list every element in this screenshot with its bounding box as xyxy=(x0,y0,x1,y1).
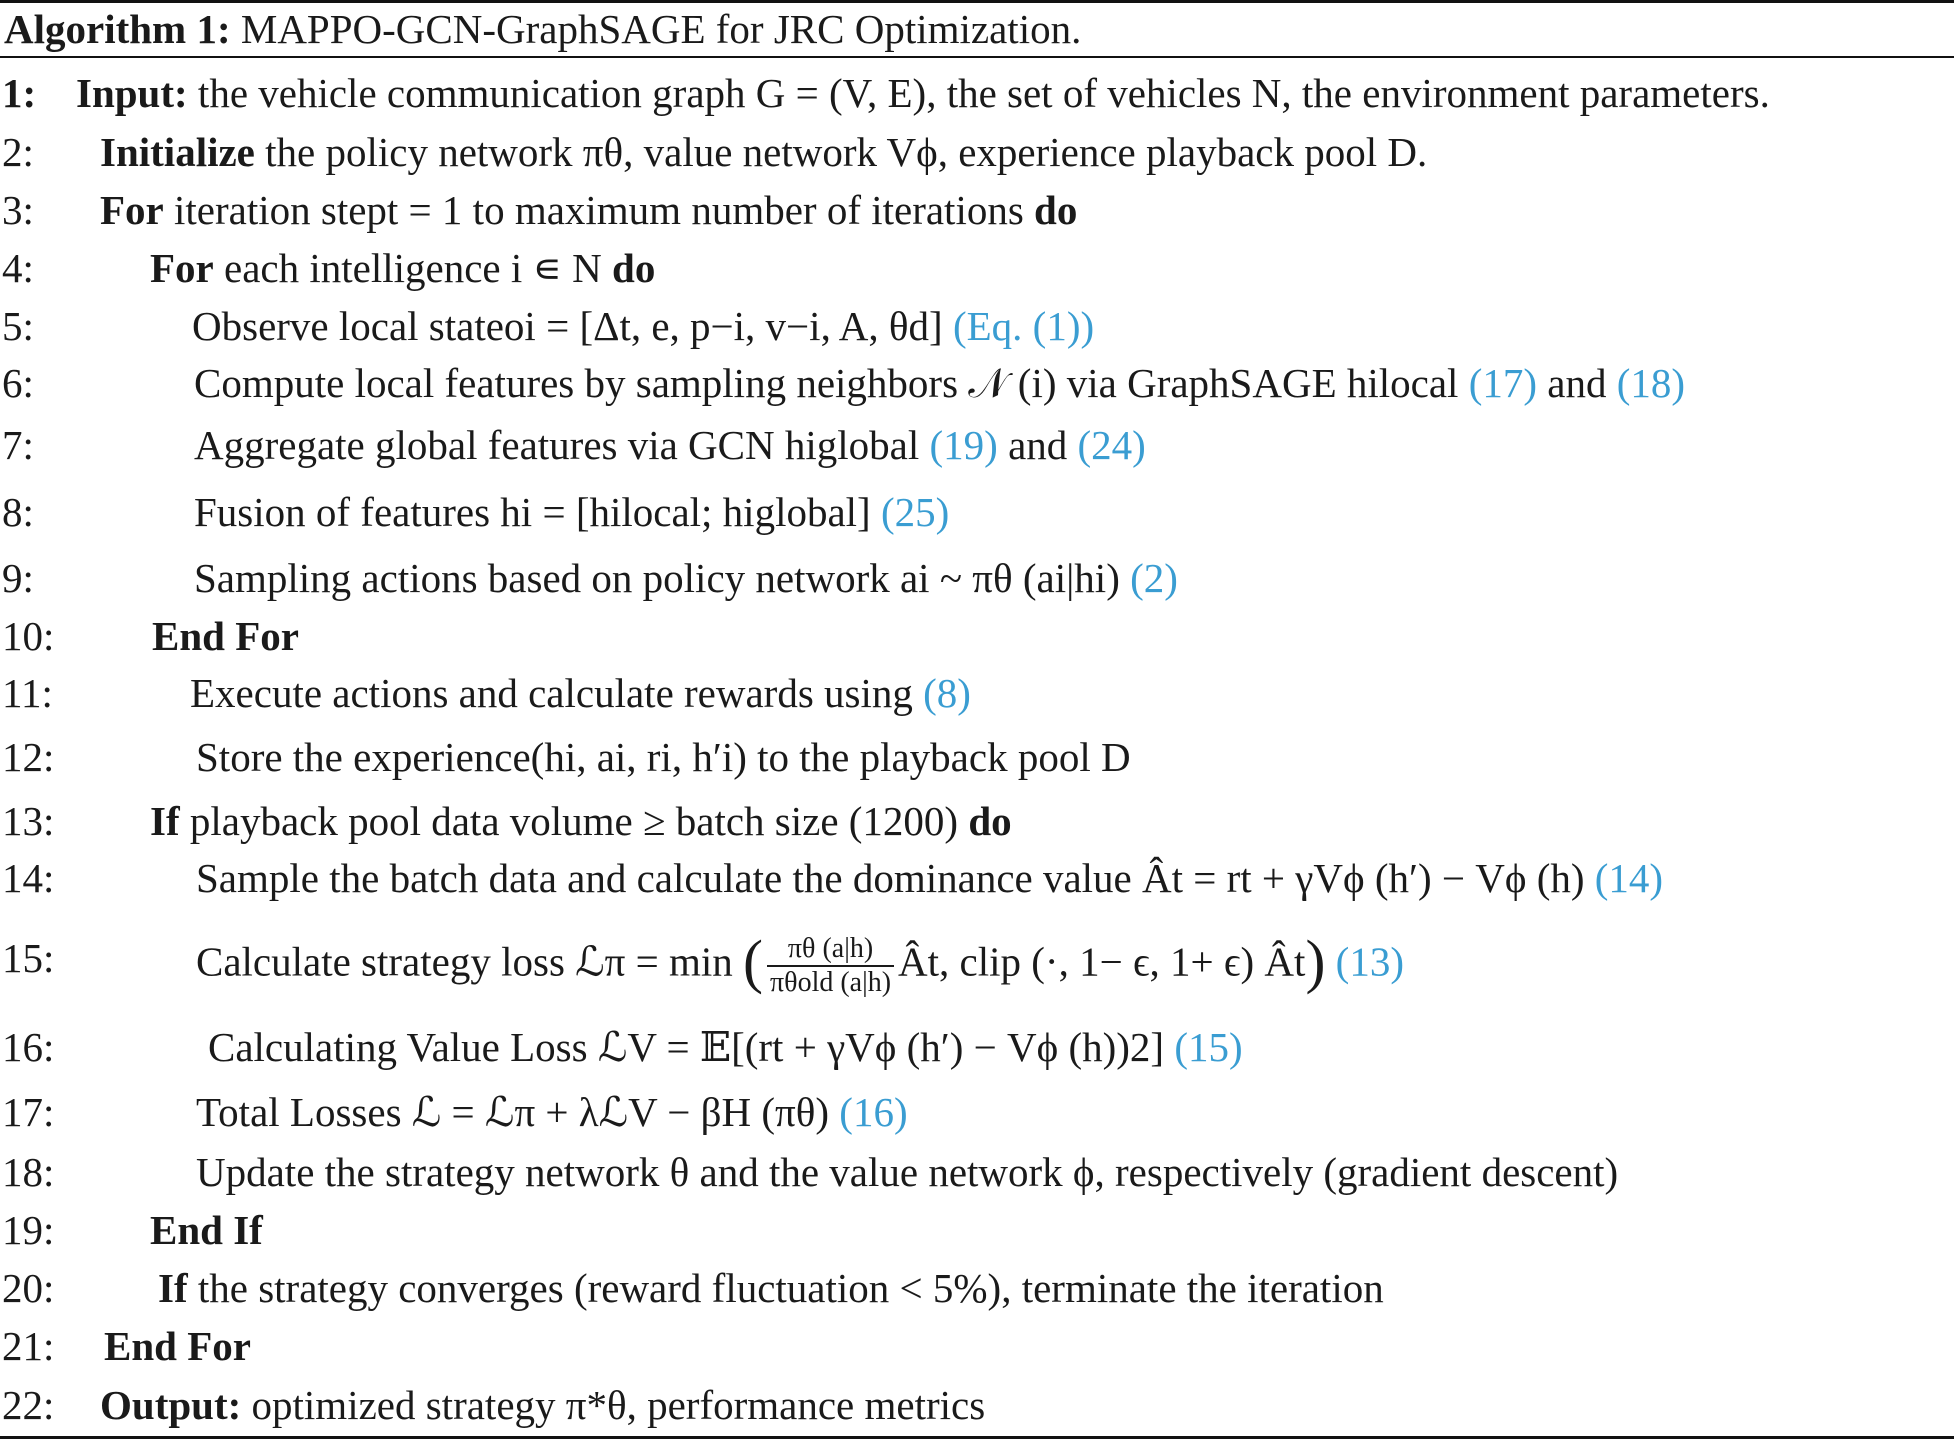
ratio-fraction xyxy=(767,933,894,999)
line-text: Observe local stateoi = [Δt, e, p−i, v−i, A, θd] xyxy=(192,303,943,349)
line-text: Calculate strategy loss ℒπ = min xyxy=(196,938,733,985)
line-content xyxy=(192,301,1094,351)
keyword-initialize: Initialize xyxy=(100,129,255,175)
line-text: Aggregate global features via GCN higlobal xyxy=(194,422,920,468)
line-number: 7: xyxy=(2,422,34,468)
line-text: the vehicle communication graph G = (V, E), the set of vehicles N, the environment parameters. xyxy=(197,70,1770,116)
line-content xyxy=(190,668,971,718)
line-text: Calculating Value Loss ℒV = 𝔼[(rt + γVϕ (h′) − Vϕ (h))2] xyxy=(208,1024,1165,1070)
line-text: iteration stept = 1 to maximum number of iterations xyxy=(174,187,1024,233)
line-content xyxy=(196,1087,908,1137)
line-number: 18: xyxy=(2,1149,55,1195)
line-content xyxy=(196,732,1131,782)
keyword-end-for: End For xyxy=(152,613,299,659)
line-number: 15: xyxy=(2,935,55,981)
line-number: 17: xyxy=(2,1089,55,1135)
keyword-end-if: End If xyxy=(150,1207,263,1253)
keyword-if: If xyxy=(150,798,180,844)
equation-reference-link[interactable]: (19) xyxy=(929,422,998,468)
keyword-output: Output: xyxy=(100,1382,242,1428)
line-text: Sampling actions based on policy network ai ~ πθ (ai|hi) xyxy=(194,555,1120,601)
line-content xyxy=(158,1263,1384,1313)
line-content xyxy=(100,127,1427,177)
line-number: 14: xyxy=(2,855,55,901)
line-number: 2: xyxy=(2,129,34,175)
line-text: the strategy converges (reward fluctuation < 5%), terminate the iteration xyxy=(197,1265,1384,1311)
keyword-if: If xyxy=(158,1265,188,1311)
equation-reference-link[interactable]: (Eq. (1)) xyxy=(952,303,1095,349)
equation-reference-link[interactable]: (2) xyxy=(1130,555,1178,601)
algorithm-caption xyxy=(4,4,1081,54)
line-text: Compute local features by sampling neighbors 𝒩 (i) via GraphSAGE hilocal xyxy=(194,360,1459,406)
line-number: 22: xyxy=(2,1382,55,1428)
equation-reference-link[interactable]: (14) xyxy=(1594,855,1664,901)
line-number: 1: xyxy=(2,70,37,116)
fraction-denominator: πθold (a|h) xyxy=(770,967,892,998)
equation-reference-link[interactable]: (15) xyxy=(1174,1024,1243,1070)
line-content xyxy=(196,853,1663,903)
equation-reference-link[interactable]: (8) xyxy=(923,670,971,716)
line-content xyxy=(150,243,655,293)
line-text: Fusion of features hi = [hilocal; higlobal] xyxy=(194,489,871,535)
line-content xyxy=(194,487,949,537)
line-content xyxy=(194,358,1685,408)
line-number: 4: xyxy=(2,245,34,291)
open-paren: ( xyxy=(743,928,764,995)
line-text: Ât, clip (·, 1− ϵ, 1+ ϵ) Ât xyxy=(898,938,1306,985)
line-text-joiner: and xyxy=(1008,422,1068,468)
line-content xyxy=(196,1147,1618,1197)
keyword-do: do xyxy=(612,245,656,291)
caption-title: MAPPO-GCN-GraphSAGE for JRC Optimization. xyxy=(240,6,1082,52)
line-number: 6: xyxy=(2,360,34,406)
line-number: 5: xyxy=(2,303,34,349)
line-content xyxy=(100,1380,985,1430)
line-content xyxy=(76,68,1770,118)
line-number: 16: xyxy=(2,1024,55,1070)
fraction-numerator: πθ (a|h) xyxy=(767,933,894,967)
equation-reference-link[interactable]: (13) xyxy=(1335,938,1404,985)
line-text: Total Losses ℒ = ℒπ + λℒV − βH (πθ) xyxy=(196,1089,830,1135)
line-text: the policy network πθ, value network Vϕ, experience playback pool D. xyxy=(265,129,1428,175)
close-paren: ) xyxy=(1305,928,1326,995)
line-content xyxy=(150,796,1012,846)
line-number: 9: xyxy=(2,555,34,601)
line-text: Store the experience(hi, ai, ri, h′i) to the playback pool D xyxy=(196,734,1131,780)
line-text: Sample the batch data and calculate the dominance value Ât = rt + γVϕ (h′) − Vϕ (h) xyxy=(196,855,1585,901)
top-rule xyxy=(0,0,1954,3)
keyword-for: For xyxy=(100,187,164,233)
line-content xyxy=(194,420,1146,470)
keyword-input: Input: xyxy=(76,70,188,116)
caption-rule xyxy=(0,56,1954,58)
line-number: 3: xyxy=(2,187,34,233)
keyword-do: do xyxy=(1034,187,1078,233)
line-text: playback pool data volume ≥ batch size (1200) xyxy=(189,798,959,844)
keyword-for: For xyxy=(150,245,214,291)
equation-reference-link[interactable]: (17) xyxy=(1468,360,1537,406)
line-number: 8: xyxy=(2,489,34,535)
equation-reference-link[interactable]: (25) xyxy=(880,489,950,535)
equation-reference-link[interactable]: (16) xyxy=(839,1089,908,1135)
equation-reference-link[interactable]: (18) xyxy=(1616,360,1686,406)
line-content xyxy=(196,928,1404,999)
bottom-rule xyxy=(0,1436,1954,1439)
line-number: 11: xyxy=(2,670,53,716)
caption-label: Algorithm 1: xyxy=(4,6,231,52)
line-content xyxy=(208,1022,1243,1072)
keyword-do: do xyxy=(968,798,1012,844)
line-text-joiner: and xyxy=(1547,360,1607,406)
line-number: 19: xyxy=(2,1207,55,1253)
line-number: 20: xyxy=(2,1265,55,1311)
line-text: Execute actions and calculate rewards using xyxy=(190,670,913,716)
line-content xyxy=(100,185,1077,235)
line-text: optimized strategy π*θ, performance metrics xyxy=(251,1382,986,1428)
line-number: 21: xyxy=(2,1323,55,1369)
line-number: 10: xyxy=(2,613,55,659)
line-content xyxy=(194,553,1178,603)
line-number: 13: xyxy=(2,798,55,844)
keyword-end-for: End For xyxy=(104,1323,251,1369)
line-text: Update the strategy network θ and the value network ϕ, respectively (gradient descent) xyxy=(196,1149,1619,1195)
line-number: 12: xyxy=(2,734,55,780)
line-text: each intelligence i ∊ N xyxy=(224,245,602,291)
equation-reference-link[interactable]: (24) xyxy=(1077,422,1146,468)
